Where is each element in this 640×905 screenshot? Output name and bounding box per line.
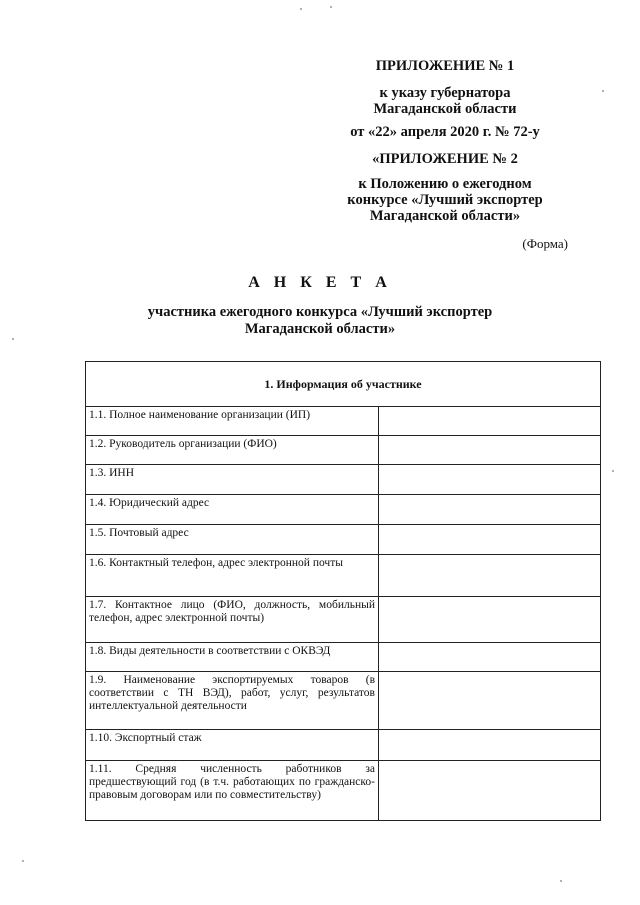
row-value-cell[interactable] [379,672,601,730]
scan-speck [22,860,24,862]
row-value-cell[interactable] [379,525,601,555]
row-label: 1.2. Руководитель организации (ФИО) [86,436,379,465]
document-title: А Н К Е Т А [248,274,392,291]
table-row [86,672,601,730]
regulation-line-2: конкурсе «Лучший экспортер [347,192,543,208]
table-row [86,597,601,643]
row-value-cell[interactable] [379,465,601,495]
decree-reference [330,85,560,117]
table-row [86,730,601,761]
row-label: 1.9. Наименование экспортируемых товаров (в соответствии с ТН ВЭД), работ, услуг, результатов интеллектуальной деятельности [86,672,379,730]
table-row [86,407,601,436]
table-row [86,643,601,672]
row-label: 1.7. Контактное лицо (ФИО, должность, мобильный телефон, адрес электронной почты) [86,597,379,643]
section-title: 1. Информация об участнике [86,362,601,407]
scan-speck [612,470,614,472]
regulation-line-3: Магаданской области» [369,208,521,224]
regulation-line-1: к Положению о ежегодном [358,176,532,192]
table-row [86,761,601,821]
scan-speck [602,90,604,92]
row-value-cell[interactable] [379,761,601,821]
form-label: (Форма) [522,236,568,251]
row-value-cell[interactable] [379,495,601,525]
table-row [86,436,601,465]
decree-line-2: Магаданской области [373,101,517,117]
scan-speck [330,6,332,8]
table-row [86,525,601,555]
scan-speck [300,8,302,10]
scan-speck [560,880,562,882]
row-label: 1.1. Полное наименование организации (ИП) [86,407,379,436]
table-row [86,495,601,525]
row-value-cell[interactable] [379,436,601,465]
row-value-cell[interactable] [379,730,601,761]
row-label: 1.6. Контактный телефон, адрес электронной почты [86,555,379,597]
row-label: 1.8. Виды деятельности в соответствии с ОКВЭД [86,643,379,672]
scan-speck [12,338,14,340]
row-label: 1.4. Юридический адрес [86,495,379,525]
subtitle-line-1: участника ежегодного конкурса «Лучший экспортер [147,304,493,320]
subtitle-line-2: Магаданской области» [244,321,396,337]
row-value-cell[interactable] [379,597,601,643]
table-row [86,465,601,495]
regulation-reference [330,176,560,224]
table-row [86,555,601,597]
appendix-1-heading: ПРИЛОЖЕНИЕ № 1 [375,58,515,74]
row-label: 1.5. Почтовый адрес [86,525,379,555]
document-subtitle [0,304,640,338]
row-label: 1.3. ИНН [86,465,379,495]
decree-date: от «22» апреля 2020 г. № 72-у [350,124,540,140]
section-header-row [86,362,601,407]
row-value-cell[interactable] [379,643,601,672]
row-value-cell[interactable] [379,407,601,436]
row-label: 1.11. Средняя численность работников за предшествующий год (в т.ч. работающих по гражданско-правовым договорам или по совместительству) [86,761,379,821]
row-label: 1.10. Экспортный стаж [86,730,379,761]
row-value-cell[interactable] [379,555,601,597]
decree-line-1: к указу губернатора [379,85,511,101]
participant-info-table [85,361,601,821]
appendix-2-heading: «ПРИЛОЖЕНИЕ № 2 [372,151,518,167]
